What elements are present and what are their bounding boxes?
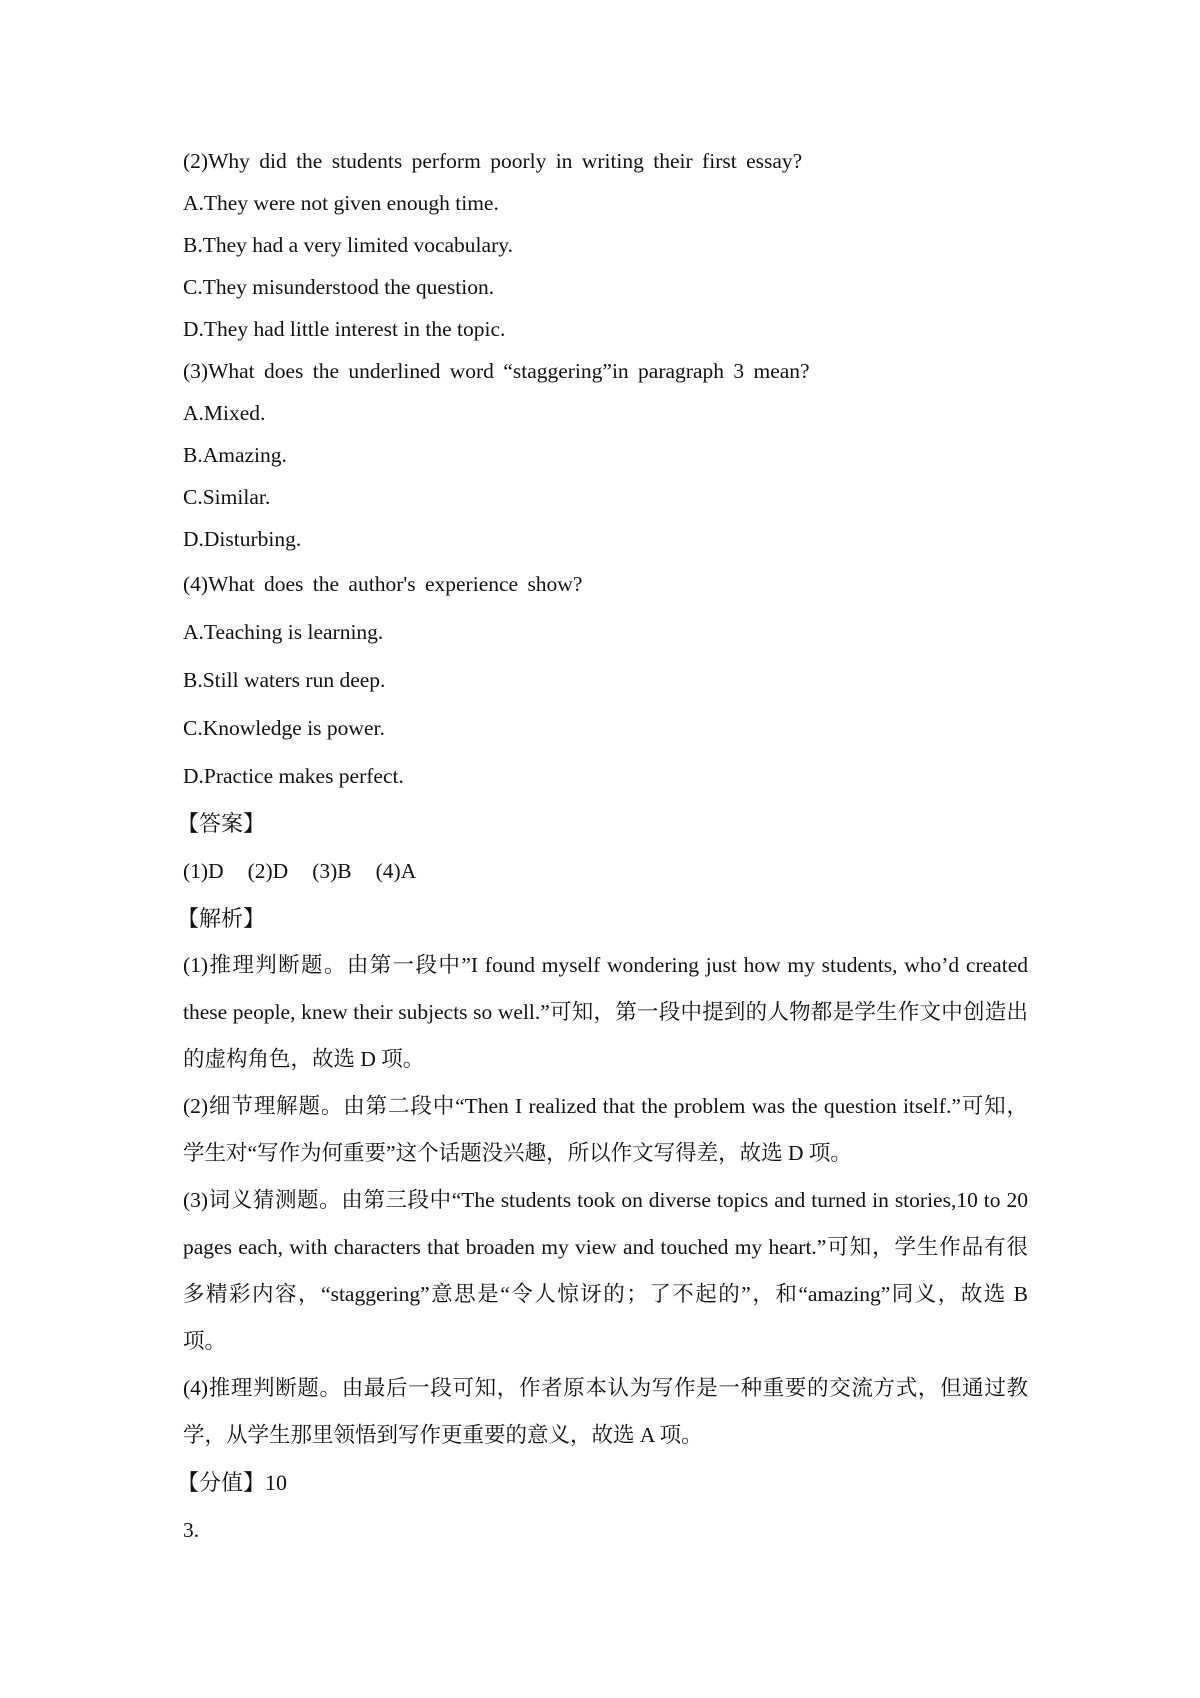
- score-heading: 【分值】10: [177, 1470, 288, 1495]
- analysis-paragraph-3: (3)词义猜测题。由第三段中“The students took on diverse topics and turned in stories,10 to 20 pages each, with characters that broaden my view and touched my heart.”可知，学生作品有很多精彩内容，“staggering”意思是“令人惊讶的；了不起的”，和“amazing”同义，故选 B 项。: [183, 1188, 1028, 1353]
- question-3-option-d: D.Disturbing.: [183, 527, 302, 551]
- answer-list: [183, 847, 1028, 895]
- question-3-option-c: C.Similar.: [183, 485, 271, 509]
- answer-item: (1)D: [183, 859, 224, 883]
- question-2-option-c: C.They misunderstood the question.: [183, 275, 495, 299]
- analysis-paragraph-2: (2)细节理解题。由第二段中“Then I realized that the problem was the question itself.”可知，学生对“写作为何重要”这个话题没兴趣，所以作文写得差，故选 D 项。: [183, 1094, 1028, 1165]
- answer-item: (4)A: [375, 859, 417, 883]
- answer-item: (2)D: [247, 859, 289, 883]
- question-4-option-d: D.Practice makes perfect.: [183, 764, 404, 788]
- question-3-stem: (3)What does the underlined word “staggering”in paragraph 3 mean?: [183, 359, 810, 383]
- question-2-option-b: B.They had a very limited vocabulary.: [183, 233, 513, 257]
- question-3-option-a: A.Mixed.: [183, 401, 266, 425]
- document-page: [177, 140, 1028, 1554]
- question-4-option-a: A.Teaching is learning.: [183, 620, 384, 644]
- analysis-paragraph-4: (4)推理判断题。由最后一段可知，作者原本认为写作是一种重要的交流方式，但通过教学，从学生那里领悟到写作更重要的意义，故选 A 项。: [183, 1376, 1028, 1447]
- question-4-option-b: B.Still waters run deep.: [183, 668, 386, 692]
- question-4-option-c: C.Knowledge is power.: [183, 716, 385, 740]
- question-4-stem: (4)What does the author's experience show?: [183, 572, 583, 596]
- next-question-number: 3.: [183, 1518, 200, 1542]
- analysis-paragraph-1: (1)推理判断题。由第一段中”I found myself wondering just how my students, who’d created these people, knew their subjects so well.”可知，第一段中提到的人物都是学生作文中创造出的虚构角色，故选 D 项。: [183, 953, 1028, 1071]
- answer-heading: 【答案】: [177, 811, 266, 836]
- question-3-option-b: B.Amazing.: [183, 443, 287, 467]
- question-2-option-a: A.They were not given enough time.: [183, 191, 499, 215]
- answer-item: (3)B: [312, 859, 352, 883]
- question-2-option-d: D.They had little interest in the topic.: [183, 317, 506, 341]
- question-2-stem: (2)Why did the students perform poorly in writing their first essay?: [183, 149, 803, 173]
- analysis-heading: 【解析】: [177, 906, 266, 931]
